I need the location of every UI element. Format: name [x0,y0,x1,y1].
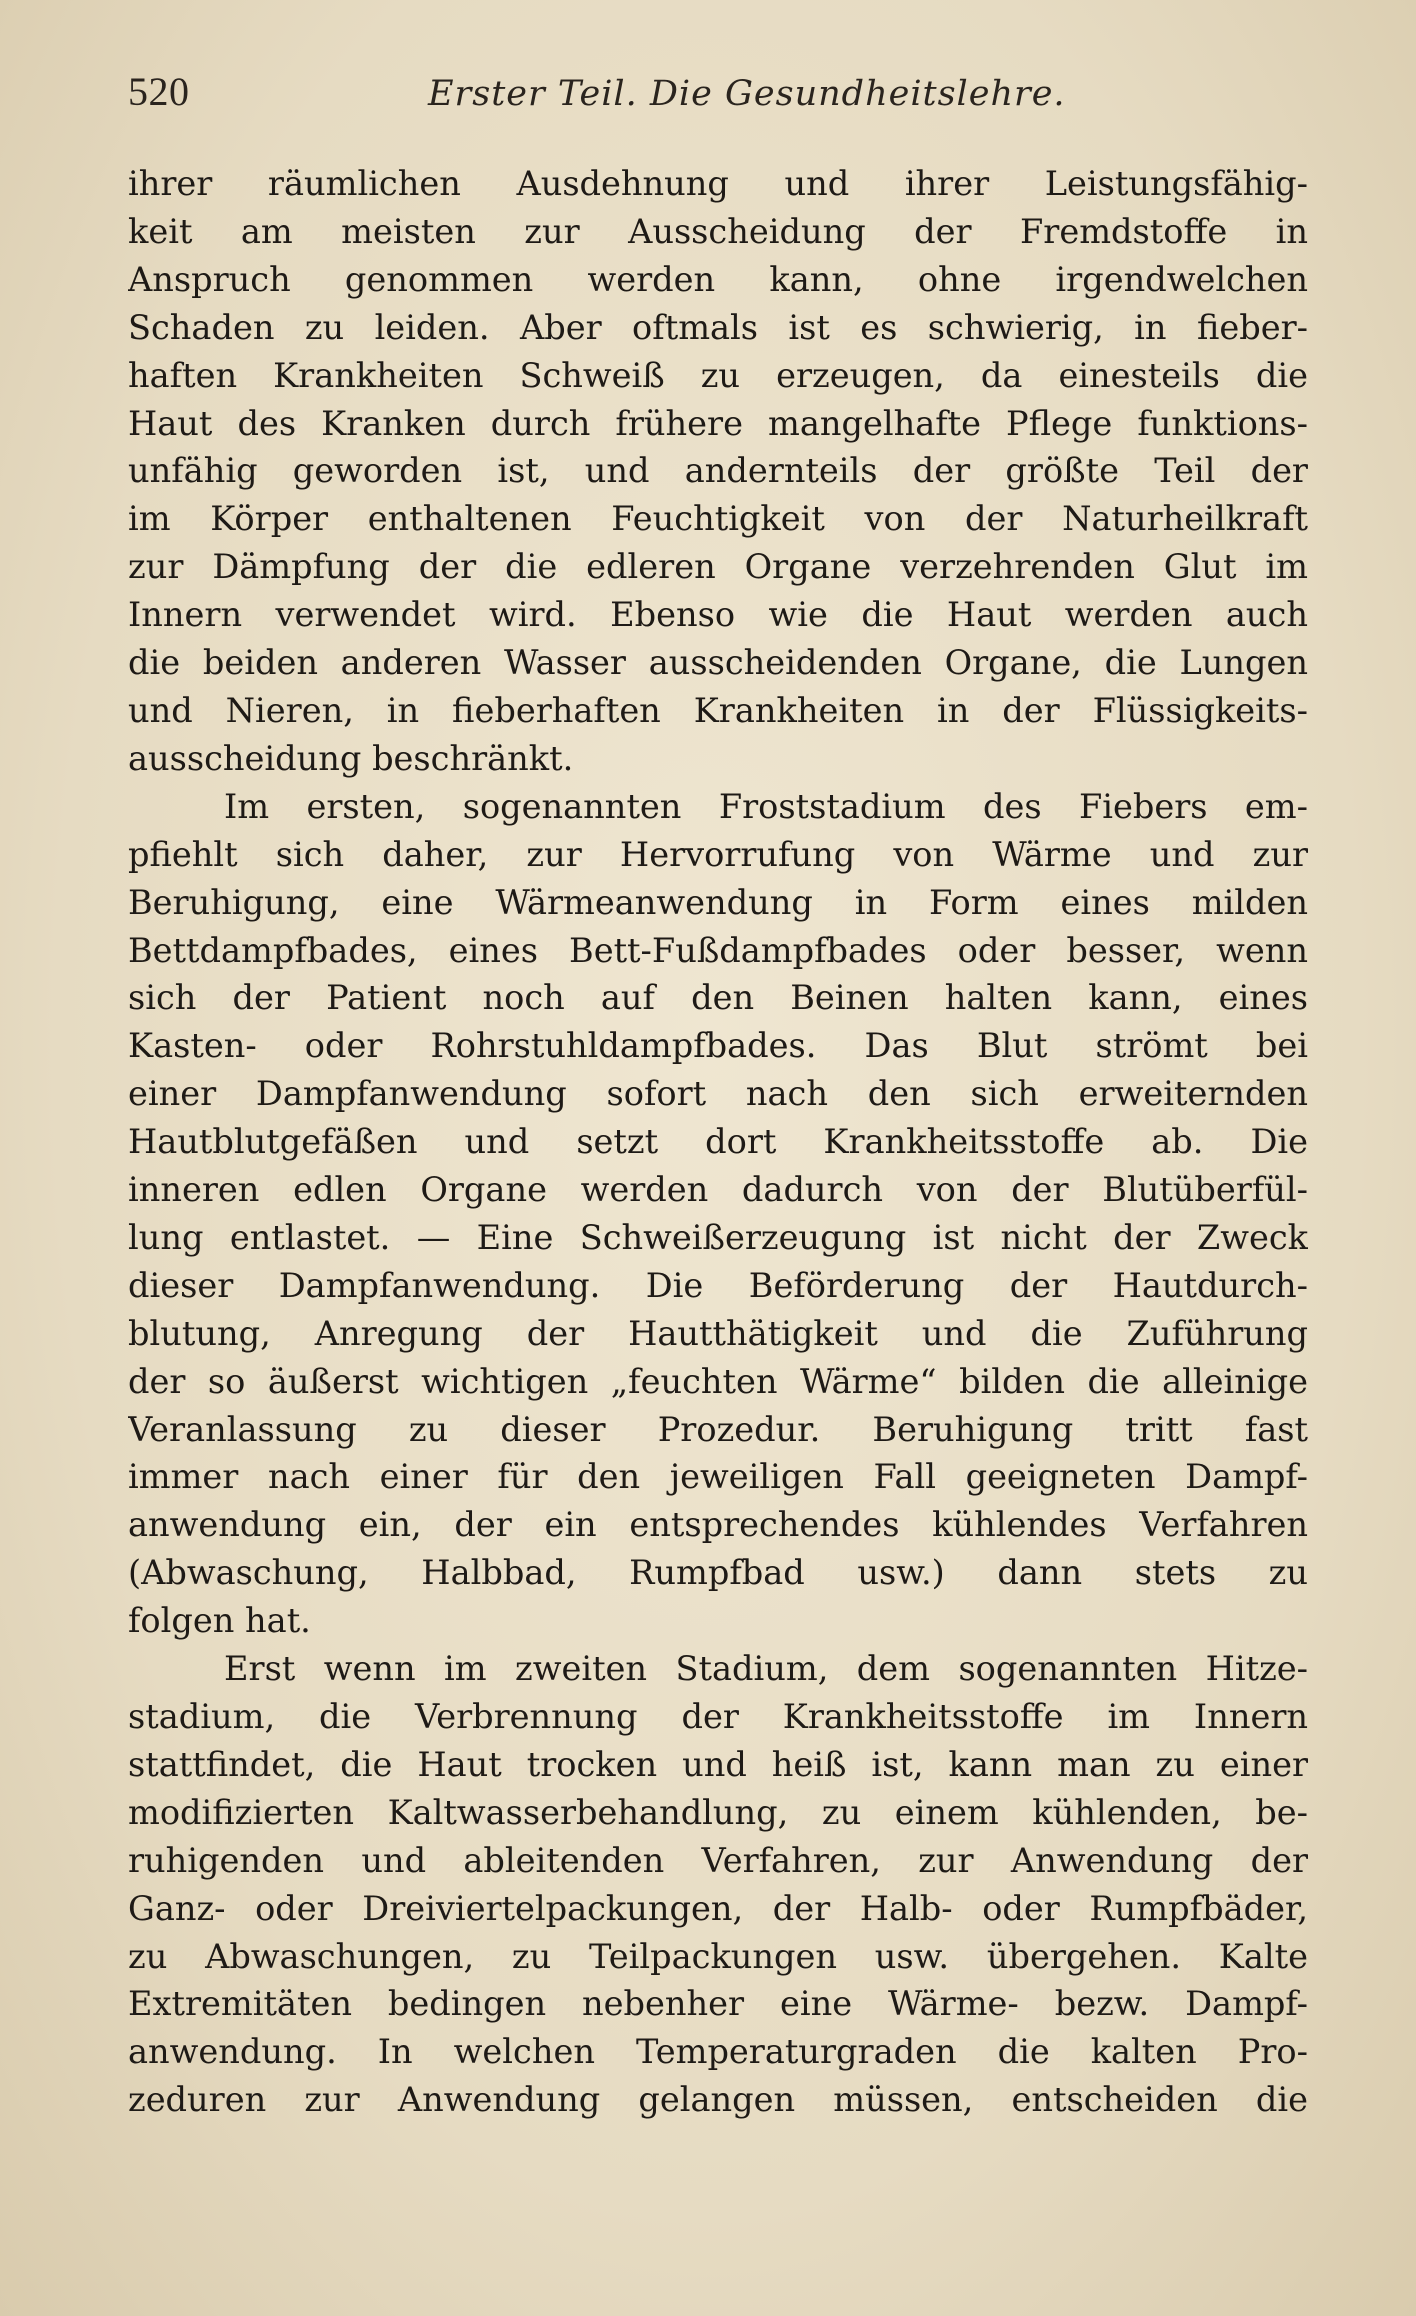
text-line: Bettdampfbades, eines Bett-Fußdampfbades oder besser, wenn [128,930,1308,970]
text-line: blutung, Anregung der Hautthätigkeit und die Zuführung [128,1313,1308,1353]
text-line: zu Abwaschungen, zu Teilpackungen usw. übergehen. Kalte [128,1936,1308,1976]
text-line: folgen hat. [128,1601,311,1641]
running-head: Erster Teil. Die Gesundheitslehre. [428,74,1066,114]
text-line: und Nieren, in fieberhaften Krankheiten in der Flüssigkeits- [128,690,1308,730]
text-line: Erst wenn im zweiten Stadium, dem sogenannten Hitze- [224,1649,1308,1689]
text-line: im Körper enthaltenen Feuchtigkeit von der Naturheilkraft [128,499,1308,539]
text-line: Extremitäten bedingen nebenher eine Wärme- bezw. Dampf- [128,1984,1308,2024]
text-line: die beiden anderen Wasser ausscheidenden Organe, die Lungen [128,643,1308,683]
text-line: Kasten- oder Rohrstuhldampfbades. Das Blut strömt bei [128,1026,1308,1066]
text-line: Hautblutgefäßen und setzt dort Krankheitsstoffe ab. Die [128,1122,1308,1162]
text-line: modifizierten Kaltwasserbehandlung, zu einem kühlenden, be- [128,1792,1308,1832]
paragraph [128,1645,1308,2124]
text-line: anwendung. In welchen Temperaturgraden die kalten Pro- [128,2032,1308,2072]
text-line: Innern verwendet wird. Ebenso wie die Haut werden auch [128,595,1308,635]
body-text [128,160,1308,2124]
text-line: (Abwaschung, Halbbad, Rumpfbad usw.) dann stets zu [128,1553,1308,1593]
text-line: Schaden zu leiden. Aber oftmals ist es schwierig, in fieber- [128,307,1308,347]
text-line: lung entlastet. — Eine Schweißerzeugung ist nicht der Zweck [128,1217,1308,1257]
text-line: anwendung ein, der ein entsprechendes kühlendes Verfahren [128,1505,1308,1545]
page-number: 520 [128,69,190,114]
text-line: zur Dämpfung der die edleren Organe verzehrenden Glut im [128,547,1308,587]
text-line: Anspruch genommen werden kann, ohne irgendwelchen [128,259,1308,299]
text-line: zeduren zur Anwendung gelangen müssen, entscheiden die [128,2080,1308,2120]
text-line: dieser Dampfanwendung. Die Beförderung der Hautdurch- [128,1265,1308,1305]
text-line: haften Krankheiten Schweiß zu erzeugen, da einesteils die [128,355,1308,395]
text-line: pfiehlt sich daher, zur Hervorrufung von Wärme und zur [128,834,1308,874]
paragraph [128,160,1308,783]
text-line: keit am meisten zur Ausscheidung der Fremdstoffe in [128,211,1308,251]
page-header [128,68,1308,138]
text-line: ihrer räumlichen Ausdehnung und ihrer Leistungsfähig- [128,164,1308,203]
text-line: Ganz- oder Dreiviertelpackungen, der Halb- oder Rumpfbäder, [128,1888,1308,1928]
text-line: stattfindet, die Haut trocken und heiß ist, kann man zu einer [128,1744,1308,1784]
paragraph [128,783,1308,1645]
text-line: ruhigenden und ableitenden Verfahren, zur Anwendung der [128,1840,1308,1880]
text-line: Beruhigung, eine Wärmeanwendung in Form eines milden [128,882,1308,922]
text-line: stadium, die Verbrennung der Krankheitsstoffe im Innern [128,1697,1308,1736]
text-line: sich der Patient noch auf den Beinen halten kann, eines [128,978,1308,1018]
text-line: ausscheidung beschränkt. [128,738,574,778]
text-line: der so äußerst wichtigen „feuchten Wärme“ bilden die alleinige [128,1361,1308,1401]
text-line: immer nach einer für den jeweiligen Fall geeigneten Dampf- [128,1457,1308,1497]
text-line: Veranlassung zu dieser Prozedur. Beruhigung tritt fast [128,1409,1308,1449]
text-line: Haut des Kranken durch frühere mangelhafte Pflege funktions- [128,403,1308,443]
text-line: Im ersten, sogenannten Froststadium des Fiebers em- [224,786,1308,826]
text-line: inneren edlen Organe werden dadurch von der Blutüberfül- [128,1170,1308,1210]
text-line: unfähig geworden ist, und andernteils der größte Teil der [128,451,1308,491]
text-line: einer Dampfanwendung sofort nach den sich erweiternden [128,1074,1308,1114]
